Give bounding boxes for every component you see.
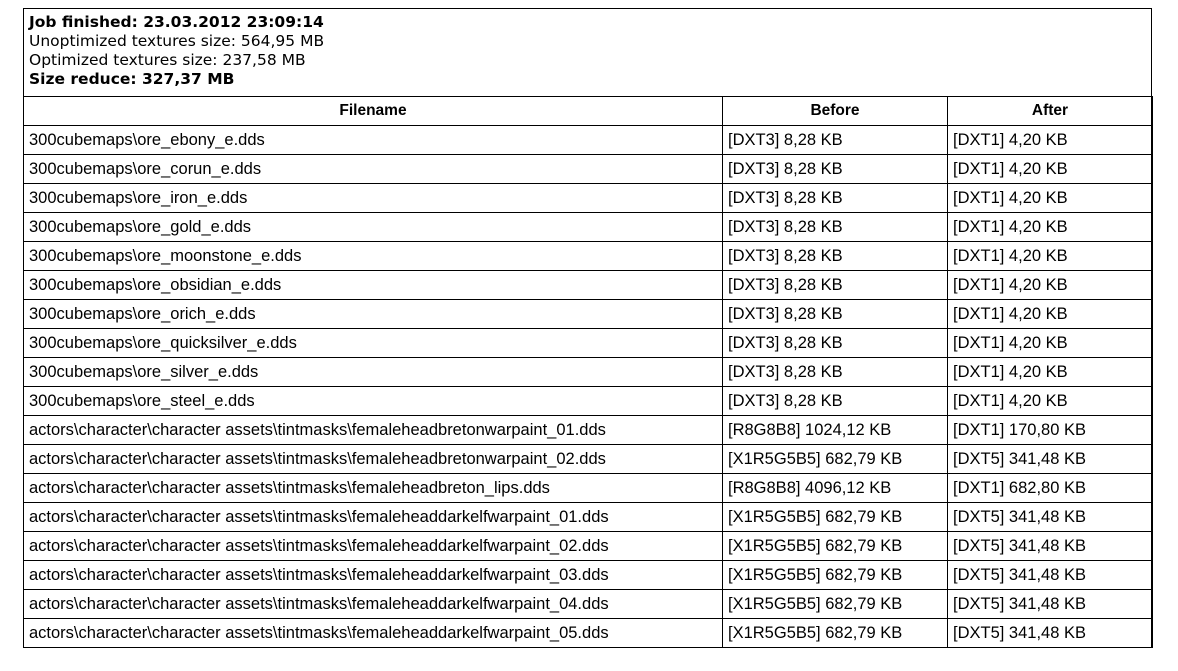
- job-finished-text: Job finished: 23.03.2012 23:09:14: [29, 13, 324, 31]
- texture-optimization-report: [23, 8, 1152, 648]
- filename-cell: 300cubemaps\ore_gold_e.dds: [24, 213, 723, 242]
- filename-cell: 300cubemaps\ore_obsidian_e.dds: [24, 271, 723, 300]
- table-row: [24, 329, 1153, 358]
- before-size-cell: [DXT3] 8,28 KB: [723, 155, 948, 184]
- table-row: [24, 416, 1153, 445]
- filename-cell: 300cubemaps\ore_corun_e.dds: [24, 155, 723, 184]
- table-row: [24, 213, 1153, 242]
- before-size-cell: [R8G8B8] 1024,12 KB: [723, 416, 948, 445]
- filename-cell: actors\character\character assets\tintmasks\femaleheadbretonwarpaint_02.dds: [24, 445, 723, 474]
- column-header-filename: Filename: [24, 97, 723, 126]
- after-size-cell: [DXT1] 4,20 KB: [948, 358, 1153, 387]
- filename-cell: actors\character\character assets\tintmasks\femaleheadbreton_lips.dds: [24, 474, 723, 503]
- before-size-cell: [DXT3] 8,28 KB: [723, 271, 948, 300]
- before-size-cell: [DXT3] 8,28 KB: [723, 126, 948, 155]
- after-size-cell: [DXT1] 682,80 KB: [948, 474, 1153, 503]
- before-size-cell: [X1R5G5B5] 682,79 KB: [723, 532, 948, 561]
- table-row: [24, 503, 1153, 532]
- table-row: [24, 300, 1153, 329]
- after-size-cell: [DXT5] 341,48 KB: [948, 445, 1153, 474]
- table-row: [24, 474, 1153, 503]
- column-header-after: After: [948, 97, 1153, 126]
- filename-cell: 300cubemaps\ore_steel_e.dds: [24, 387, 723, 416]
- texture-table: [23, 96, 1153, 648]
- before-size-cell: [X1R5G5B5] 682,79 KB: [723, 561, 948, 590]
- filename-cell: actors\character\character assets\tintmasks\femaleheaddarkelfwarpaint_04.dds: [24, 590, 723, 619]
- table-header-row: [24, 97, 1153, 126]
- filename-cell: actors\character\character assets\tintmasks\femaleheaddarkelfwarpaint_05.dds: [24, 619, 723, 648]
- filename-cell: 300cubemaps\ore_orich_e.dds: [24, 300, 723, 329]
- after-size-cell: [DXT5] 341,48 KB: [948, 619, 1153, 648]
- before-size-cell: [X1R5G5B5] 682,79 KB: [723, 590, 948, 619]
- before-size-cell: [DXT3] 8,28 KB: [723, 184, 948, 213]
- table-row: [24, 358, 1153, 387]
- table-row: [24, 126, 1153, 155]
- size-reduce-text: Size reduce: 327,37 MB: [29, 70, 235, 88]
- filename-cell: 300cubemaps\ore_quicksilver_e.dds: [24, 329, 723, 358]
- before-size-cell: [X1R5G5B5] 682,79 KB: [723, 445, 948, 474]
- after-size-cell: [DXT1] 4,20 KB: [948, 242, 1153, 271]
- table-row: [24, 184, 1153, 213]
- after-size-cell: [DXT1] 4,20 KB: [948, 155, 1153, 184]
- before-size-cell: [DXT3] 8,28 KB: [723, 213, 948, 242]
- column-header-before: Before: [723, 97, 948, 126]
- filename-cell: actors\character\character assets\tintmasks\femaleheaddarkelfwarpaint_02.dds: [24, 532, 723, 561]
- after-size-cell: [DXT1] 4,20 KB: [948, 213, 1153, 242]
- before-size-cell: [DXT3] 8,28 KB: [723, 242, 948, 271]
- table-row: [24, 445, 1153, 474]
- filename-cell: actors\character\character assets\tintmasks\femaleheaddarkelfwarpaint_03.dds: [24, 561, 723, 590]
- before-size-cell: [R8G8B8] 4096,12 KB: [723, 474, 948, 503]
- table-row: [24, 387, 1153, 416]
- after-size-cell: [DXT1] 4,20 KB: [948, 271, 1153, 300]
- after-size-cell: [DXT5] 341,48 KB: [948, 561, 1153, 590]
- after-size-cell: [DXT5] 341,48 KB: [948, 532, 1153, 561]
- before-size-cell: [DXT3] 8,28 KB: [723, 329, 948, 358]
- filename-cell: 300cubemaps\ore_moonstone_e.dds: [24, 242, 723, 271]
- before-size-cell: [X1R5G5B5] 682,79 KB: [723, 619, 948, 648]
- after-size-cell: [DXT1] 170,80 KB: [948, 416, 1153, 445]
- after-size-cell: [DXT1] 4,20 KB: [948, 387, 1153, 416]
- table-row: [24, 590, 1153, 619]
- job-summary: [24, 9, 1151, 96]
- table-row: [24, 619, 1153, 648]
- before-size-cell: [DXT3] 8,28 KB: [723, 358, 948, 387]
- table-row: [24, 532, 1153, 561]
- table-row: [24, 242, 1153, 271]
- filename-cell: 300cubemaps\ore_silver_e.dds: [24, 358, 723, 387]
- after-size-cell: [DXT1] 4,20 KB: [948, 126, 1153, 155]
- before-size-cell: [DXT3] 8,28 KB: [723, 300, 948, 329]
- table-row: [24, 561, 1153, 590]
- after-size-cell: [DXT1] 4,20 KB: [948, 300, 1153, 329]
- optimized-size-text: Optimized textures size: 237,58 MB: [29, 51, 306, 69]
- before-size-cell: [DXT3] 8,28 KB: [723, 387, 948, 416]
- after-size-cell: [DXT5] 341,48 KB: [948, 503, 1153, 532]
- filename-cell: 300cubemaps\ore_iron_e.dds: [24, 184, 723, 213]
- before-size-cell: [X1R5G5B5] 682,79 KB: [723, 503, 948, 532]
- filename-cell: actors\character\character assets\tintmasks\femaleheadbretonwarpaint_01.dds: [24, 416, 723, 445]
- after-size-cell: [DXT5] 341,48 KB: [948, 590, 1153, 619]
- after-size-cell: [DXT1] 4,20 KB: [948, 329, 1153, 358]
- unoptimized-size-text: Unoptimized textures size: 564,95 MB: [29, 32, 325, 50]
- filename-cell: actors\character\character assets\tintmasks\femaleheaddarkelfwarpaint_01.dds: [24, 503, 723, 532]
- filename-cell: 300cubemaps\ore_ebony_e.dds: [24, 126, 723, 155]
- after-size-cell: [DXT1] 4,20 KB: [948, 184, 1153, 213]
- table-row: [24, 155, 1153, 184]
- table-row: [24, 271, 1153, 300]
